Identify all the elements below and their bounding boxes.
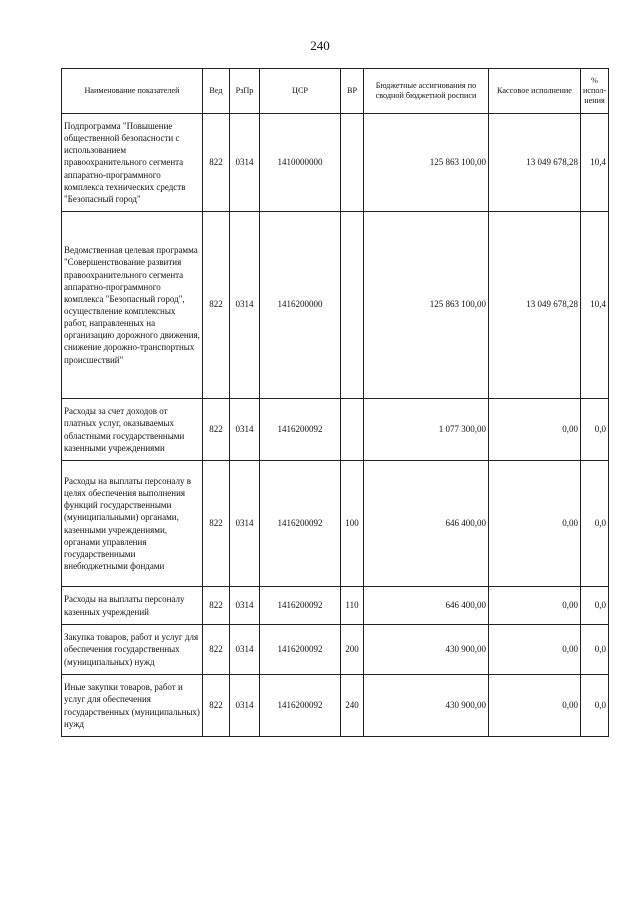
row-assignments: 1 077 300,00 xyxy=(364,399,489,461)
row-csr: 1416200092 xyxy=(260,675,341,737)
row-vr xyxy=(341,114,364,212)
row-cash: 13 049 678,28 xyxy=(489,212,581,399)
row-assignments: 125 863 100,00 xyxy=(364,212,489,399)
header-cash: Кассовое исполнение xyxy=(489,69,581,114)
row-assignments: 646 400,00 xyxy=(364,587,489,625)
row-ved: 822 xyxy=(203,399,230,461)
header-ved: Вед xyxy=(203,69,230,114)
row-vr: 100 xyxy=(341,461,364,587)
row-cash: 0,00 xyxy=(489,399,581,461)
row-assignments: 646 400,00 xyxy=(364,461,489,587)
row-percent: 0,0 xyxy=(581,625,609,675)
row-vr xyxy=(341,212,364,399)
header-percent: % испол-нения xyxy=(581,69,609,114)
table-row xyxy=(62,587,609,625)
row-ved: 822 xyxy=(203,212,230,399)
row-cash: 0,00 xyxy=(489,625,581,675)
row-percent: 0,0 xyxy=(581,399,609,461)
row-csr: 1416200092 xyxy=(260,399,341,461)
row-csr: 1416200092 xyxy=(260,625,341,675)
row-ved: 822 xyxy=(203,625,230,675)
row-vr: 110 xyxy=(341,587,364,625)
row-ved: 822 xyxy=(203,461,230,587)
row-cash: 0,00 xyxy=(489,587,581,625)
row-cash: 0,00 xyxy=(489,675,581,737)
page-number: 240 xyxy=(310,38,330,53)
table-header-row xyxy=(62,69,609,114)
row-percent: 0,0 xyxy=(581,461,609,587)
table-row xyxy=(62,399,609,461)
row-rzpr: 0314 xyxy=(230,212,260,399)
table-row xyxy=(62,625,609,675)
row-name: Расходы на выплаты персоналу в целях обеспечения выполнения функций государственными (муниципальными) органами, казенными учреждениями, органами управления государственными внебюджетными фондами xyxy=(62,461,203,587)
row-rzpr: 0314 xyxy=(230,675,260,737)
row-percent: 10,4 xyxy=(581,212,609,399)
header-assignments: Бюджетные ассигнования по сводной бюджетной росписи xyxy=(364,69,489,114)
row-rzpr: 0314 xyxy=(230,461,260,587)
row-percent: 0,0 xyxy=(581,587,609,625)
row-name: Расходы за счет доходов от платных услуг, оказываемых областными государственными казенными учреждениями xyxy=(62,399,203,461)
row-name: Расходы на выплаты персоналу казенных учреждений xyxy=(62,587,203,625)
header-vr: ВР xyxy=(341,69,364,114)
row-csr: 1416200092 xyxy=(260,587,341,625)
row-vr: 200 xyxy=(341,625,364,675)
table-row xyxy=(62,114,609,212)
row-rzpr: 0314 xyxy=(230,399,260,461)
row-csr: 1416200000 xyxy=(260,212,341,399)
row-ved: 822 xyxy=(203,675,230,737)
table-row xyxy=(62,461,609,587)
row-ved: 822 xyxy=(203,587,230,625)
row-percent: 10,4 xyxy=(581,114,609,212)
row-name: Ведомственная целевая программа "Совершенствование развития правоохранительного сегмента аппаратно-программного комплекса "Безопасный город", осуществление комплексных работ, направленных на организацию дорожного движения, снижение дорожно-транспортных происшествий" xyxy=(62,212,203,399)
header-csr: ЦСР xyxy=(260,69,341,114)
header-name: Наименование показателей xyxy=(62,69,203,114)
row-cash: 0,00 xyxy=(489,461,581,587)
row-csr: 1416200092 xyxy=(260,461,341,587)
row-name: Подпрограмма "Повышение общественной безопасности с использованием правоохранительного сегмента аппаратно-программного комплекса технических средств "Безопасный город" xyxy=(62,114,203,212)
row-vr xyxy=(341,399,364,461)
row-csr: 1410000000 xyxy=(260,114,341,212)
row-rzpr: 0314 xyxy=(230,625,260,675)
row-percent: 0,0 xyxy=(581,675,609,737)
row-rzpr: 0314 xyxy=(230,114,260,212)
budget-execution-table xyxy=(61,68,609,737)
row-name: Иные закупки товаров, работ и услуг для обеспечения государственных (муниципальных) нужд xyxy=(62,675,203,737)
row-name: Закупка товаров, работ и услуг для обеспечения государственных (муниципальных) нужд xyxy=(62,625,203,675)
row-rzpr: 0314 xyxy=(230,587,260,625)
row-ved: 822 xyxy=(203,114,230,212)
row-vr: 240 xyxy=(341,675,364,737)
row-assignments: 430 900,00 xyxy=(364,625,489,675)
row-assignments: 430 900,00 xyxy=(364,675,489,737)
table-row xyxy=(62,675,609,737)
row-cash: 13 049 678,28 xyxy=(489,114,581,212)
table-row xyxy=(62,212,609,399)
row-assignments: 125 863 100,00 xyxy=(364,114,489,212)
header-rzpr: РзПр xyxy=(230,69,260,114)
